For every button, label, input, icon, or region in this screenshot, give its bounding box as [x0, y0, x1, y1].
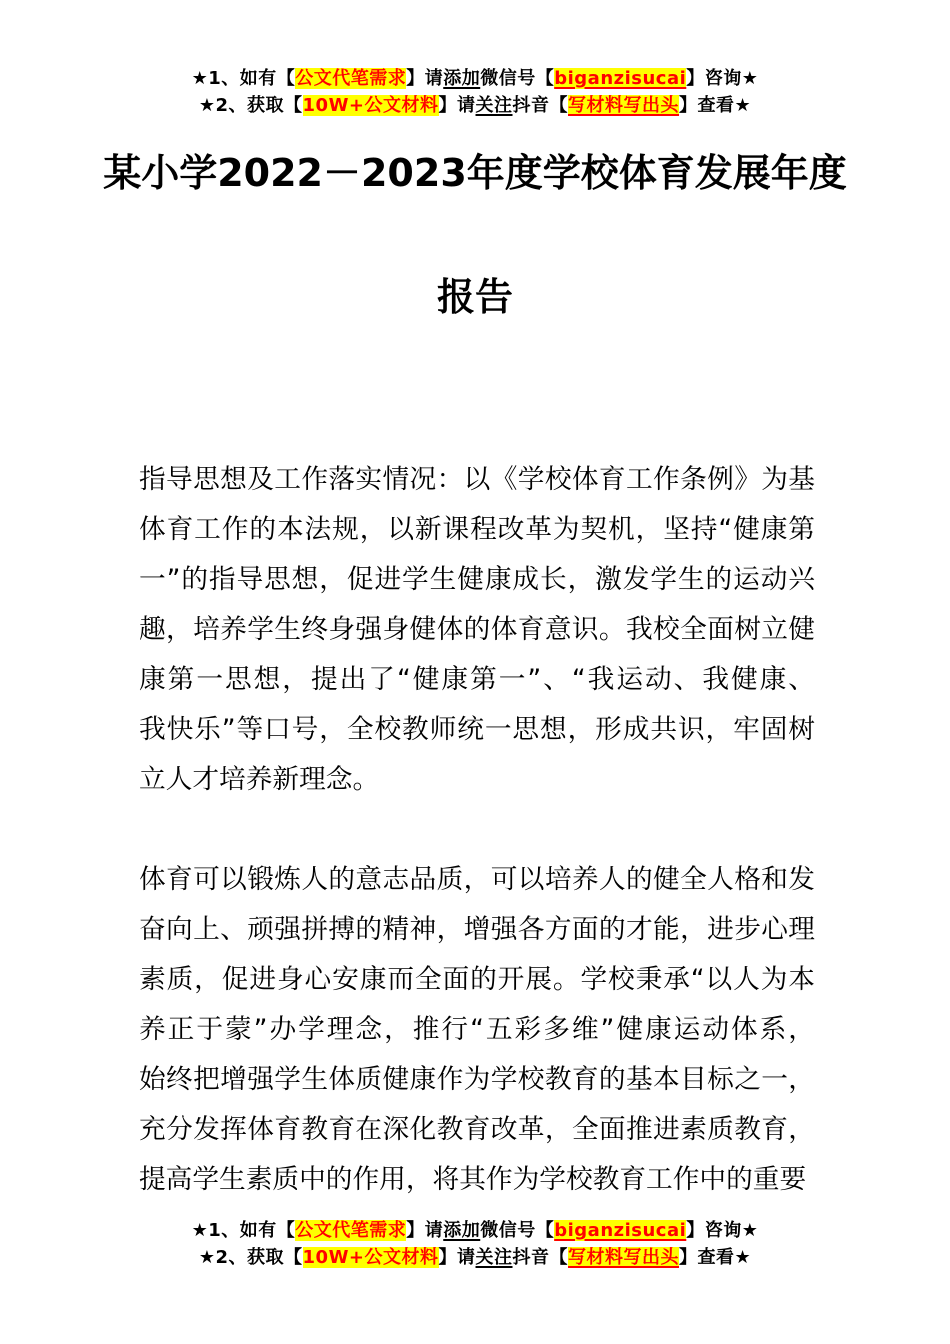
header-promo-banner	[0, 66, 950, 119]
promo-text: 微信号【	[480, 1220, 555, 1241]
promo-highlight-service: 公文代笔需求	[295, 68, 407, 89]
promo-text: ★2、获取【	[198, 94, 303, 116]
body-line: 始终把增强学生体质健康作为学校教育的基本目标之一，	[139, 1064, 815, 1095]
promo-text: 】请	[438, 94, 476, 116]
paragraph-2	[139, 855, 815, 1205]
promo-text: 微信号【	[480, 68, 555, 89]
wechat-id-highlight: biganzisucai	[554, 1220, 687, 1241]
douyin-name-highlight: 写材料写出头	[568, 94, 680, 116]
promo-highlight-service: 公文代笔需求	[295, 1220, 407, 1241]
promo-text: ★1、如有【	[191, 68, 296, 89]
body-line: 养正于蒙”办学理念，推行“五彩多维”健康运动体系，	[139, 1014, 815, 1045]
promo-underline-follow: 关注	[475, 94, 513, 116]
promo-text: 抖音【	[512, 94, 569, 116]
body-line: 我快乐”等口号，全校教师统一思想，形成共识，牢固树	[139, 714, 815, 745]
promo-text: 】请	[438, 1246, 476, 1268]
wechat-id-highlight: biganzisucai	[554, 68, 687, 89]
promo-underline-follow: 关注	[475, 1246, 513, 1268]
document-body	[139, 455, 815, 1255]
douyin-name-highlight: 写材料写出头	[568, 1246, 680, 1268]
footer-promo-line-1	[0, 1218, 950, 1245]
promo-highlight-materials: 10W+公文材料	[302, 1246, 439, 1268]
promo-text: 抖音【	[512, 1246, 569, 1268]
paragraph-1	[139, 455, 815, 805]
promo-underline-add: 添加	[443, 1220, 481, 1241]
body-line: 指导思想及工作落实情况：以《学校体育工作条例》为基	[139, 464, 815, 495]
body-line: 提高学生素质中的作用，将其作为学校教育工作中的重要	[139, 1164, 807, 1195]
promo-highlight-materials: 10W+公文材料	[302, 94, 439, 116]
body-line: 康第一思想，提出了“健康第一”、“我运动、我健康、	[139, 664, 815, 695]
promo-text: 】咨询★	[686, 1220, 759, 1241]
body-line: 体育工作的本法规，以新课程改革为契机，坚持“健康第	[139, 514, 815, 545]
promo-text: 】请	[406, 68, 444, 89]
body-line: 体育可以锻炼人的意志品质，可以培养人的健全人格和发	[139, 864, 815, 895]
promo-text: 】查看★	[679, 1246, 752, 1268]
header-promo-line-2	[0, 93, 950, 120]
body-line: 充分发挥体育教育在深化教育改革，全面推进素质教育，	[139, 1114, 815, 1145]
promo-text: 】咨询★	[686, 68, 759, 89]
document-title-line-2: 报告	[436, 275, 513, 319]
body-line: 奋向上、顽强拼搏的精神，增强各方面的才能，进步心理	[139, 914, 815, 945]
body-line: 素质，促进身心安康而全面的开展。学校秉承“以人为本	[139, 964, 815, 995]
promo-underline-add: 添加	[443, 68, 481, 89]
body-line: 一”的指导思想，促进学生健康成长，激发学生的运动兴	[139, 564, 815, 595]
promo-text: 】查看★	[679, 94, 752, 116]
promo-text: ★1、如有【	[191, 1220, 296, 1241]
footer-promo-banner	[0, 1218, 950, 1271]
header-promo-line-1	[0, 66, 950, 93]
promo-text: ★2、获取【	[198, 1246, 303, 1268]
body-line: 立人才培养新理念。	[139, 764, 380, 795]
promo-text: 】请	[406, 1220, 444, 1241]
footer-promo-line-2	[0, 1245, 950, 1272]
body-line: 趣，培养学生终身强身健体的体育意识。我校全面树立健	[139, 614, 815, 645]
document-title-line-1: 某小学2022－2023年度学校体育发展年度	[103, 151, 847, 195]
